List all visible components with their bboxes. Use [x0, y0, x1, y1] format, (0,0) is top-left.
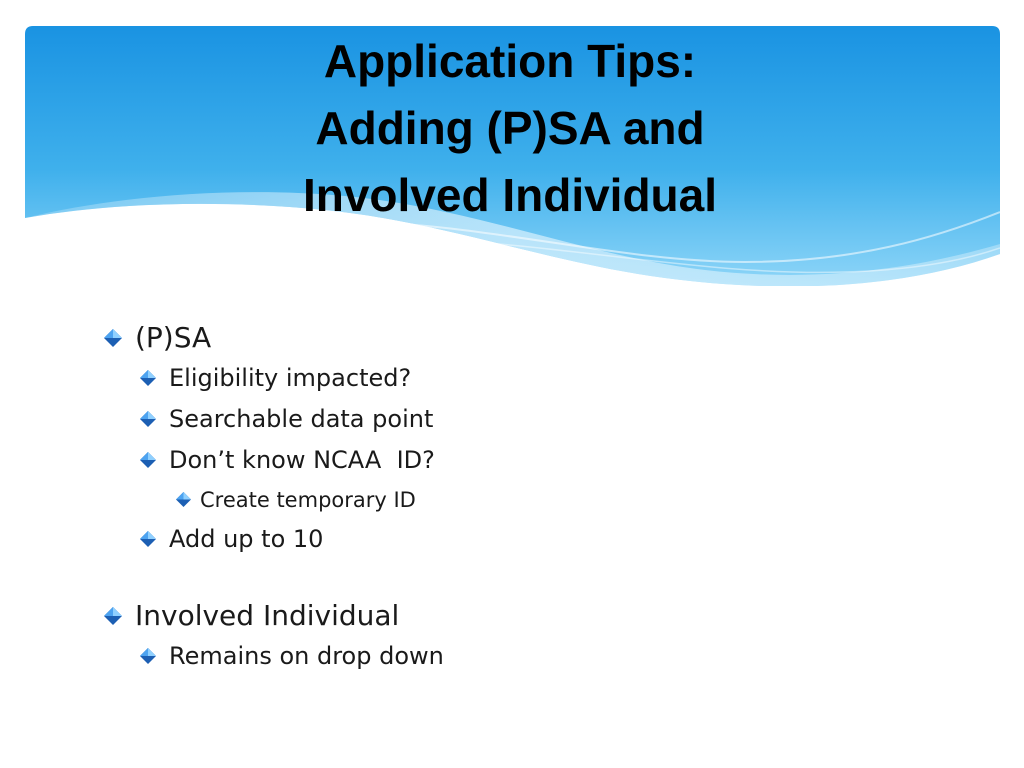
- list-item-label: (P)SA: [135, 321, 212, 354]
- diamond-bullet-icon: [140, 411, 156, 427]
- diamond-bullet-icon: [140, 370, 156, 386]
- diamond-bullet-icon: [104, 607, 122, 625]
- list-item: [102, 481, 922, 519]
- diamond-bullet-icon: [140, 531, 156, 547]
- list-item-label: Involved Individual: [135, 599, 400, 632]
- list-item-label: Add up to 10: [169, 525, 324, 553]
- list-item: [102, 596, 922, 636]
- diamond-bullet-icon: [176, 492, 191, 507]
- spacer: [102, 560, 922, 596]
- title-line: Involved Individual: [302, 169, 718, 221]
- list-item: [102, 358, 922, 399]
- list-item: [102, 519, 922, 560]
- diamond-bullet-icon: [140, 648, 156, 664]
- diamond-bullet-icon: [104, 329, 122, 347]
- list-item: [102, 318, 922, 358]
- list-item: [102, 440, 922, 481]
- slide-title: [160, 28, 860, 229]
- list-item-label: Don’t know NCAA ID?: [169, 446, 435, 474]
- title-line: Application Tips:: [323, 35, 697, 87]
- list-item-label: Searchable data point: [169, 405, 434, 433]
- list-item-label: Remains on drop down: [169, 642, 444, 670]
- list-item-label: Eligibility impacted?: [169, 364, 412, 392]
- list-item-label: Create temporary ID: [200, 488, 416, 512]
- bullet-list: [102, 318, 922, 677]
- list-item: [102, 399, 922, 440]
- title-line: Adding (P)SA and: [315, 102, 705, 154]
- list-item: [102, 636, 922, 677]
- diamond-bullet-icon: [140, 452, 156, 468]
